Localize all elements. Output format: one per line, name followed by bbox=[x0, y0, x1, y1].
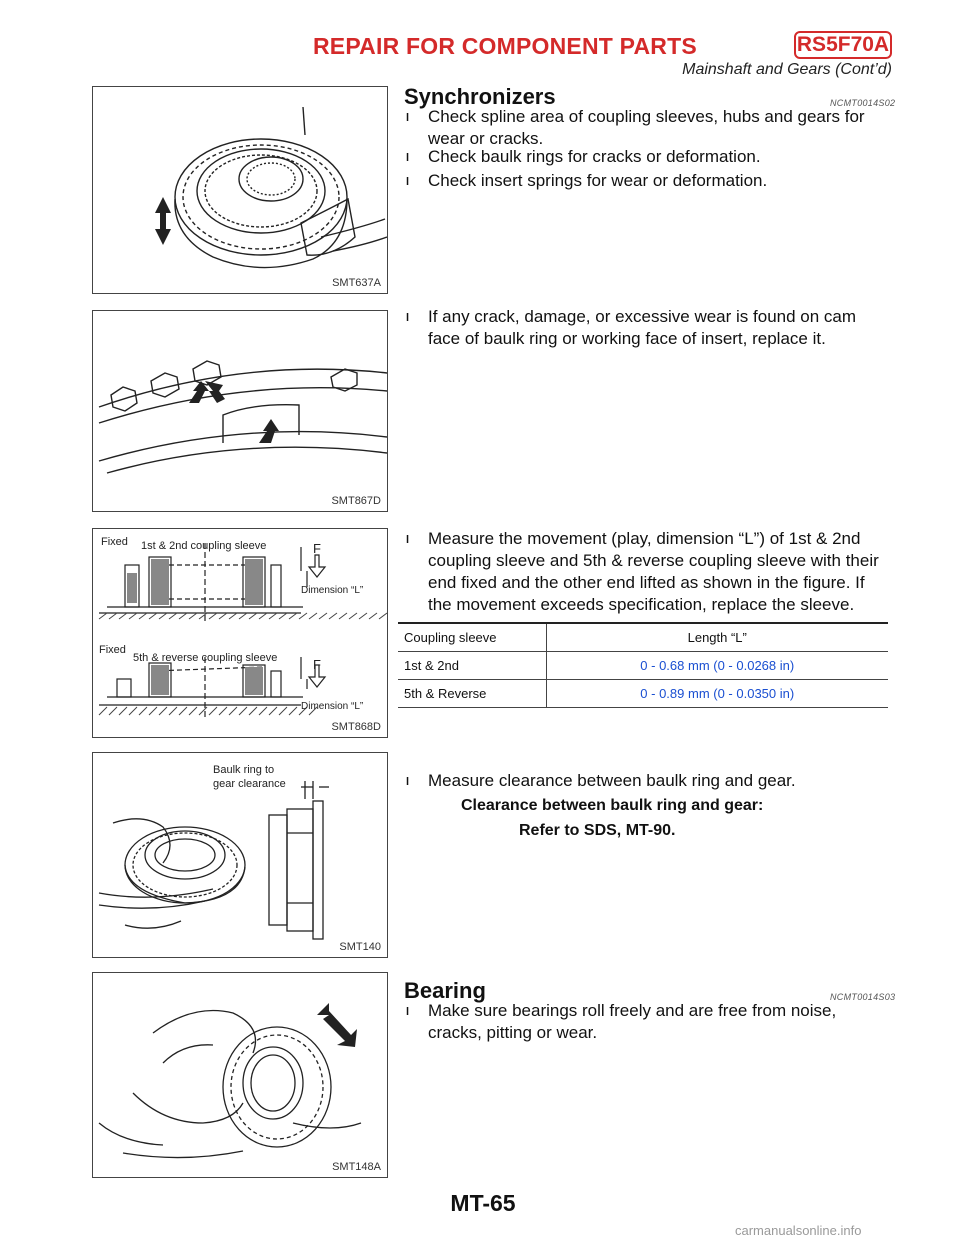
bullet-marker: l bbox=[406, 534, 410, 546]
figure-bearing-inspection bbox=[92, 972, 388, 1178]
bullet-marker: l bbox=[406, 312, 410, 324]
figure-coupling-sleeve-inspection bbox=[92, 86, 388, 294]
label-dimension-l-top: Dimension “L” bbox=[301, 585, 364, 596]
figure-code: SMT637A bbox=[332, 277, 381, 289]
label-5th-reverse-sleeve: 5th & reverse coupling sleeve bbox=[133, 652, 278, 664]
figure-code: SMT148A bbox=[332, 1161, 381, 1173]
bearing-heading: Bearing bbox=[404, 978, 486, 1003]
figure-code: SMT867D bbox=[331, 495, 381, 507]
table-header-cell: Length “L” bbox=[546, 623, 888, 651]
bullet-check-spline: l Check spline area of coupling sleeves, hubs and gears for wear or cracks. bbox=[406, 107, 865, 148]
table-row bbox=[398, 651, 888, 679]
label-force-bottom: F bbox=[313, 657, 321, 672]
bullet-marker: l bbox=[406, 112, 410, 124]
clearance-spec-label: Clearance between baulk ring and gear: bbox=[461, 797, 764, 814]
figure-baulk-ring-clearance bbox=[92, 752, 388, 958]
synchronizers-ref-code: NCMT0014S02 bbox=[830, 98, 896, 108]
label-dimension-l-bottom: Dimension “L” bbox=[301, 701, 364, 712]
label-force-top: F bbox=[313, 541, 321, 556]
bearing-ref-code: NCMT0014S03 bbox=[830, 992, 896, 1002]
table-header-cell: Coupling sleeve bbox=[398, 623, 546, 651]
model-badge: RS5F70A bbox=[794, 31, 892, 59]
clearance-illustration bbox=[93, 753, 388, 958]
figure-baulk-ring-inserts bbox=[92, 310, 388, 512]
label-gear-clearance: gear clearance bbox=[213, 778, 286, 790]
table-cell: 1st & 2nd bbox=[398, 651, 546, 679]
bullet-marker: l bbox=[406, 1006, 410, 1018]
label-1st-2nd-sleeve: 1st & 2nd coupling sleeve bbox=[141, 540, 267, 552]
figure-code: SMT140 bbox=[339, 941, 381, 953]
page-number: MT-65 bbox=[450, 1190, 516, 1216]
bullet-check-baulk-rings: l Check baulk rings for cracks or deformation. bbox=[406, 146, 892, 168]
label-fixed-top: Fixed bbox=[101, 536, 128, 548]
coupling-sleeve-spec-table bbox=[398, 622, 888, 708]
table-cell[interactable]: 0 - 0.89 mm (0 - 0.0350 in) bbox=[546, 679, 888, 707]
bullet-measure-clearance: l Measure clearance between baulk ring and gear. bbox=[406, 770, 892, 792]
dimension-l-illustration bbox=[93, 529, 388, 738]
figure-coupling-sleeve-dimension bbox=[92, 528, 388, 738]
page-header-subtitle: Mainshaft and Gears (Cont’d) bbox=[682, 61, 892, 78]
bullet-check-insert-springs: l Check insert springs for wear or deformation. bbox=[406, 170, 892, 192]
table-cell: 5th & Reverse bbox=[398, 679, 546, 707]
bullet-marker: l bbox=[406, 776, 410, 788]
watermark-text: carmanualsonline.info bbox=[735, 1223, 862, 1238]
label-fixed-bottom: Fixed bbox=[99, 644, 126, 656]
coupling-sleeve-illustration bbox=[93, 87, 388, 294]
bearing-illustration bbox=[93, 973, 388, 1178]
table-row bbox=[398, 679, 888, 707]
bullet-measure-movement: l Measure the movement (play, dimension “L”) of 1st & 2nd coupling sleeve and 5th & reverse coupling sleeve with their end fixed and the other end lifted as shown in the figure. If the movement exceeds specification, replace the sleeve. bbox=[406, 529, 879, 614]
table-cell[interactable]: 0 - 0.68 mm (0 - 0.0268 in) bbox=[546, 651, 888, 679]
page-header-title: REPAIR FOR COMPONENT PARTS bbox=[313, 33, 697, 59]
bullet-crack-replace: l If any crack, damage, or excessive wear is found on cam face of baulk ring or working face of insert, replace it. bbox=[406, 307, 857, 348]
synchronizers-heading: Synchronizers bbox=[404, 84, 556, 109]
label-baulk-ring-to: Baulk ring to bbox=[213, 764, 275, 776]
baulk-ring-illustration bbox=[93, 311, 388, 512]
clearance-spec-reference: Refer to SDS, MT-90. bbox=[519, 822, 676, 839]
bullet-marker: l bbox=[406, 152, 410, 164]
figure-code: SMT868D bbox=[331, 721, 381, 733]
bullet-bearing-check: l Make sure bearings roll freely and are free from noise, cracks, pitting or wear. bbox=[406, 1001, 837, 1042]
table-header-row bbox=[398, 623, 888, 651]
bullet-marker: l bbox=[406, 176, 410, 188]
